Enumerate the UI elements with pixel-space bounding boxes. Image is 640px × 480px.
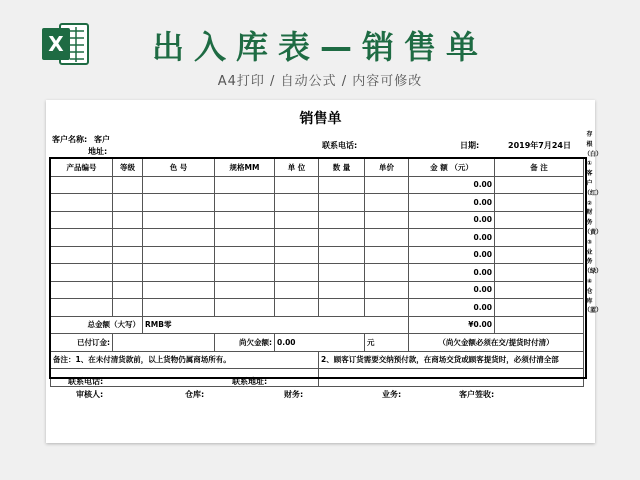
note-1: 备注：1、在未付清货款前，以上货物仍属商场所有。 xyxy=(51,351,319,369)
footer-address-label: 联系地址: xyxy=(232,377,268,386)
warehouse-label: 仓库: xyxy=(185,390,205,399)
phone-label: 联系电话: xyxy=(322,141,358,150)
table-row xyxy=(51,246,584,264)
total-row xyxy=(51,316,584,334)
col-header: 规格MM xyxy=(215,159,275,177)
amount-cell[interactable]: 0.00 xyxy=(409,281,495,299)
table-row xyxy=(51,176,584,194)
sales-table xyxy=(50,158,584,387)
svg-text:X: X xyxy=(48,32,64,56)
sales-sheet xyxy=(46,100,603,443)
date-value[interactable]: 2019年7月24日 xyxy=(508,141,571,150)
amount-cell[interactable]: 0.00 xyxy=(409,264,495,282)
header-row xyxy=(51,159,584,177)
sales-label: 业务: xyxy=(382,390,402,399)
footer-phone-label: 联系电话: xyxy=(68,377,104,386)
amount-cell[interactable]: 0.00 xyxy=(409,194,495,212)
col-header: 数 量 xyxy=(319,159,365,177)
date-label: 日期: xyxy=(460,141,480,150)
owed-value: 0.00 xyxy=(275,334,365,352)
col-header: 单价 xyxy=(365,159,409,177)
doc-title: 销售单 xyxy=(299,111,342,127)
col-header: 单 位 xyxy=(275,159,319,177)
note-row xyxy=(51,351,584,369)
currency-unit: 元 xyxy=(365,334,409,352)
note-2: 2、顾客订货需要交纳预付款，在商场交货或顾客提货时，必须付清全部 xyxy=(319,351,584,369)
customer-value[interactable]: 客户 xyxy=(94,135,110,144)
amount-cell[interactable]: 0.00 xyxy=(409,246,495,264)
payment-row xyxy=(51,334,584,352)
col-header: 备 注 xyxy=(495,159,584,177)
owed-note: （尚欠金额必须在交/提货时付清） xyxy=(409,334,584,352)
col-header: 金 额 （元） xyxy=(409,159,495,177)
paid-label: 已付订金: xyxy=(51,334,113,352)
table-row xyxy=(51,299,584,317)
col-header: 色 号 xyxy=(143,159,215,177)
table-row xyxy=(51,211,584,229)
finance-label: 财务: xyxy=(284,390,304,399)
page-title: 出入库表—销售单 xyxy=(151,28,488,66)
col-header: 产品编号 xyxy=(51,159,113,177)
amount-cell[interactable]: 0.00 xyxy=(409,176,495,194)
amount-cell[interactable]: 0.00 xyxy=(409,211,495,229)
table-row xyxy=(51,229,584,247)
table-row xyxy=(51,264,584,282)
table-row xyxy=(51,194,584,212)
amount-cell[interactable]: 0.00 xyxy=(409,299,495,317)
customer-label: 客户名称: xyxy=(52,135,88,144)
table-row xyxy=(51,281,584,299)
note-row-blank xyxy=(51,369,584,387)
total-value: ¥0.00 xyxy=(409,316,495,334)
reviewer-label: 审核人: xyxy=(76,390,104,399)
total-label: 总金额（大写） xyxy=(51,316,143,334)
amount-cell[interactable]: 0.00 xyxy=(409,229,495,247)
paid-value[interactable] xyxy=(113,334,215,352)
total-words: RMB零 xyxy=(143,316,409,334)
sign-label: 客户签收: xyxy=(459,390,495,399)
page-subtitle: A4打印 / 自动公式 / 内容可修改 xyxy=(217,74,423,89)
owed-label: 尚欠金额: xyxy=(215,334,275,352)
address-label: 地址: xyxy=(88,147,108,156)
col-header: 等级 xyxy=(113,159,143,177)
copy-distribution-note: 存根（白）①客户（红）②财务（黄）③业务（绿）④仓库（蓝） xyxy=(584,131,603,315)
